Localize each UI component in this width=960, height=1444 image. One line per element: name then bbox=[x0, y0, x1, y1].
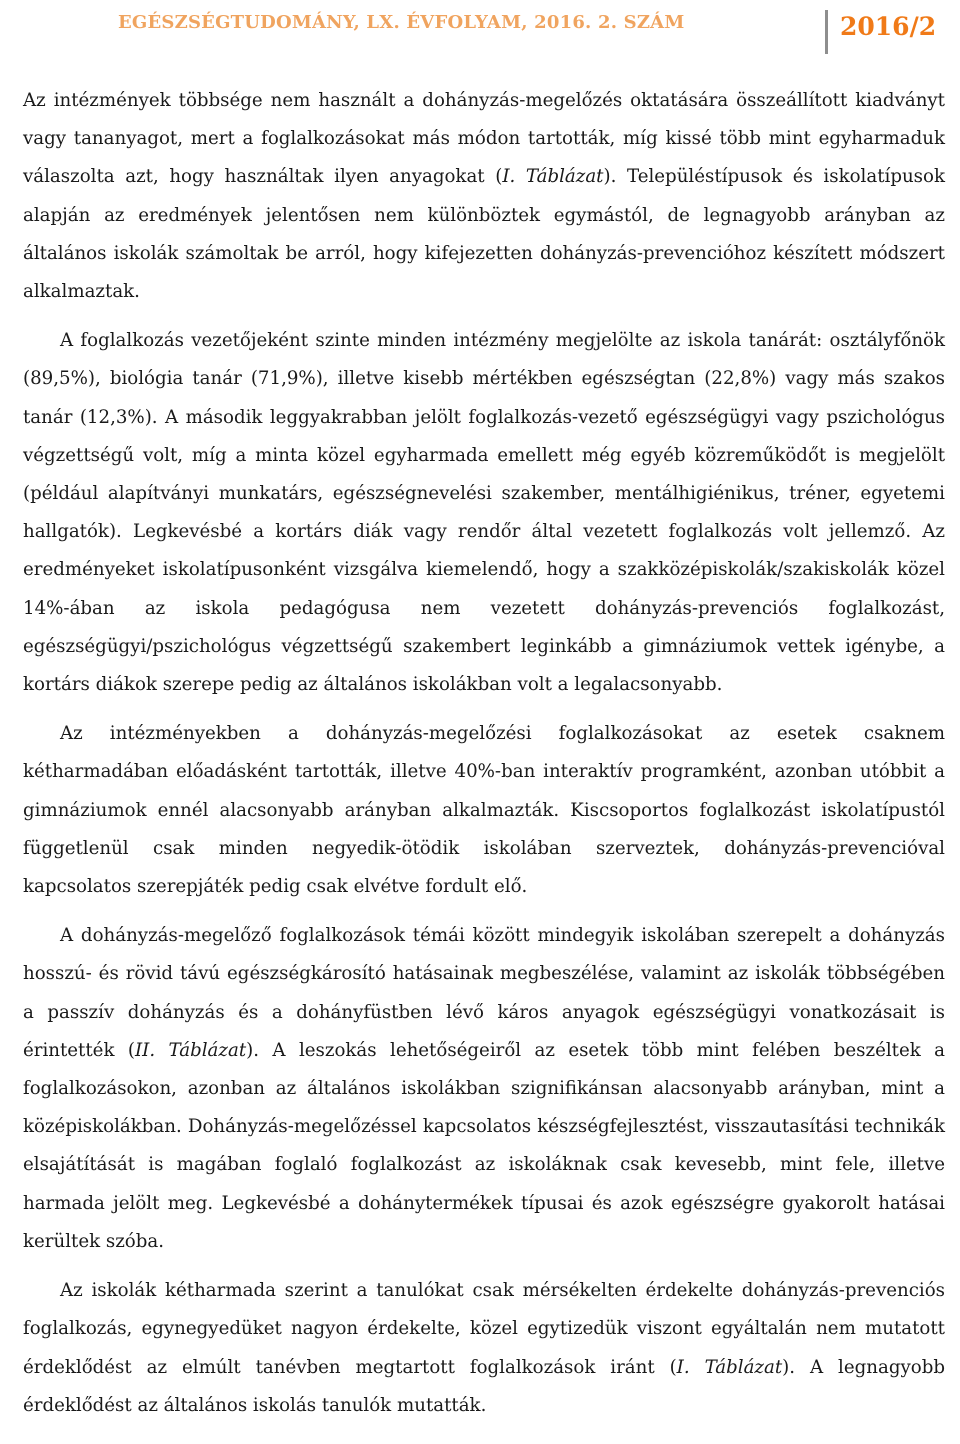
table-reference: I. Táblázat bbox=[676, 1356, 783, 1378]
table-reference: I. Táblázat bbox=[502, 166, 604, 188]
paragraph-5-text-b: ). A legnagyobb érdeklődést az általános iskolás tanulók mutatták. bbox=[23, 1356, 945, 1416]
issue-number: 2016/2 bbox=[840, 12, 937, 41]
paragraph-4 bbox=[23, 917, 945, 1261]
header-divider bbox=[825, 10, 828, 54]
paragraph-2: A foglalkozás vezetőjeként szinte minden intézmény megjelölte az iskola tanárát: osztályfőnök (89,5%), biológia tanár (71,9%), illetve kisebb mértékben egészségtan (22,8%) vagy más szakos tanár (12,3%). A második leggyakrabban jelölt foglalkozás-vezető egészségügyi vagy pszichológus végzettségű volt, míg a minta közel egyharmada emellett még egyéb közreműködőt is megjelölt (például alapítványi munkatárs, egészségnevelési szakember, mentálhigiénikus, tréner, egyetemi hallgatók). Legkevésbé a kortárs diák vagy rendőr által vezetett foglalkozás volt jellemző. Az eredményeket iskolatípusonként vizsgálva kiemelendő, hogy a szakközépiskolák/szakiskolák közel 14%-ában az iskola pedagógusa nem vezetett dohányzás-prevenciós foglalkozást, egészségügyi/pszichológus végzettségű szakembert leginkább a gimnáziumok vettek igénybe, a kortárs diákok szerepe pedig az általános iskolákban volt a legalacsonyabb. bbox=[23, 330, 945, 696]
table-reference: II. Táblázat bbox=[134, 1039, 247, 1061]
page-header bbox=[0, 0, 960, 58]
paragraph-1 bbox=[23, 82, 945, 311]
journal-title: EGÉSZSÉGTUDOMÁNY, LX. ÉVFOLYAM, 2016. 2. SZÁM bbox=[118, 12, 685, 33]
paragraph-4-text-a: A dohányzás-megelőző foglalkozások témái között mindegyik iskolában szerepelt a dohányzás hosszú- és rövid távú egészségkárosító hatásainak megbeszélése, valamint az iskolák többségében a passzív dohányzás és a dohányfüstben lévő káros anyagok egészségügyi vonatkozásait is érintették ( bbox=[23, 925, 945, 1061]
article-body bbox=[23, 82, 945, 1436]
paragraph-1-text-b: ). Településtípusok és iskolatípusok alapján az eredmények jelentősen nem különböztek egymástól, de legnagyobb arányban az általános iskolák számoltak be arról, hogy kifejezetten dohányzás-prevencióhoz készített módszert alkalmaztak. bbox=[23, 166, 945, 303]
paragraph-5-text-a: Az iskolák kétharmada szerint a tanulókat csak mérsékelten érdekelte dohányzás-prevenciós foglalkozás, egynegyedüket nagyon érdekelte, közel egytizedük viszont egyáltalán nem mutatott érdeklődést az elmúlt tanévben megtartott foglalkozások iránt ( bbox=[23, 1280, 945, 1378]
paragraph-5 bbox=[23, 1272, 945, 1425]
paragraph-4-text-b: ). A leszokás lehetőségeiről az esetek több mint felében beszéltek a foglalkozásokon, azonban az általános iskolákban szignifikánsan alacsonyabb arányban, mint a középiskolákban. Dohányzás-megelőzéssel kapcsolatos készségfejlesztést, visszautasítási technikák elsajátítását is magában foglaló foglalkozást az iskoláknak csak kevesebb, mint fele, illetve harmada jelölt meg. Legkevésbé a dohánytermékek típusai és azok egészségre gyakorolt hatásai kerültek szóba. bbox=[23, 1039, 945, 1252]
paragraph-1-text-a: Az intézmények többsége nem használt a dohányzás-megelőzés oktatására összeállított kiadványt vagy tananyagot, mert a foglalkozásokat más módon tartották, míg kissé több mint egyharmaduk válaszolta azt, hogy használtak ilyen anyagokat ( bbox=[23, 90, 945, 188]
paragraph-3: Az intézményekben a dohányzás-megelőzési foglalkozásokat az esetek csaknem kétharmadában előadásként tartották, illetve 40%-ban interaktív programként, azonban utóbbit a gimnáziumok ennél alacsonyabb arányban alkalmazták. Kiscsoportos foglalkozást iskolatípustól függetlenül csak minden negyedik-ötödik iskolában szerveztek, dohányzás-prevencióval kapcsolatos szerepjáték pedig csak elvétve fordult elő. bbox=[23, 723, 945, 898]
